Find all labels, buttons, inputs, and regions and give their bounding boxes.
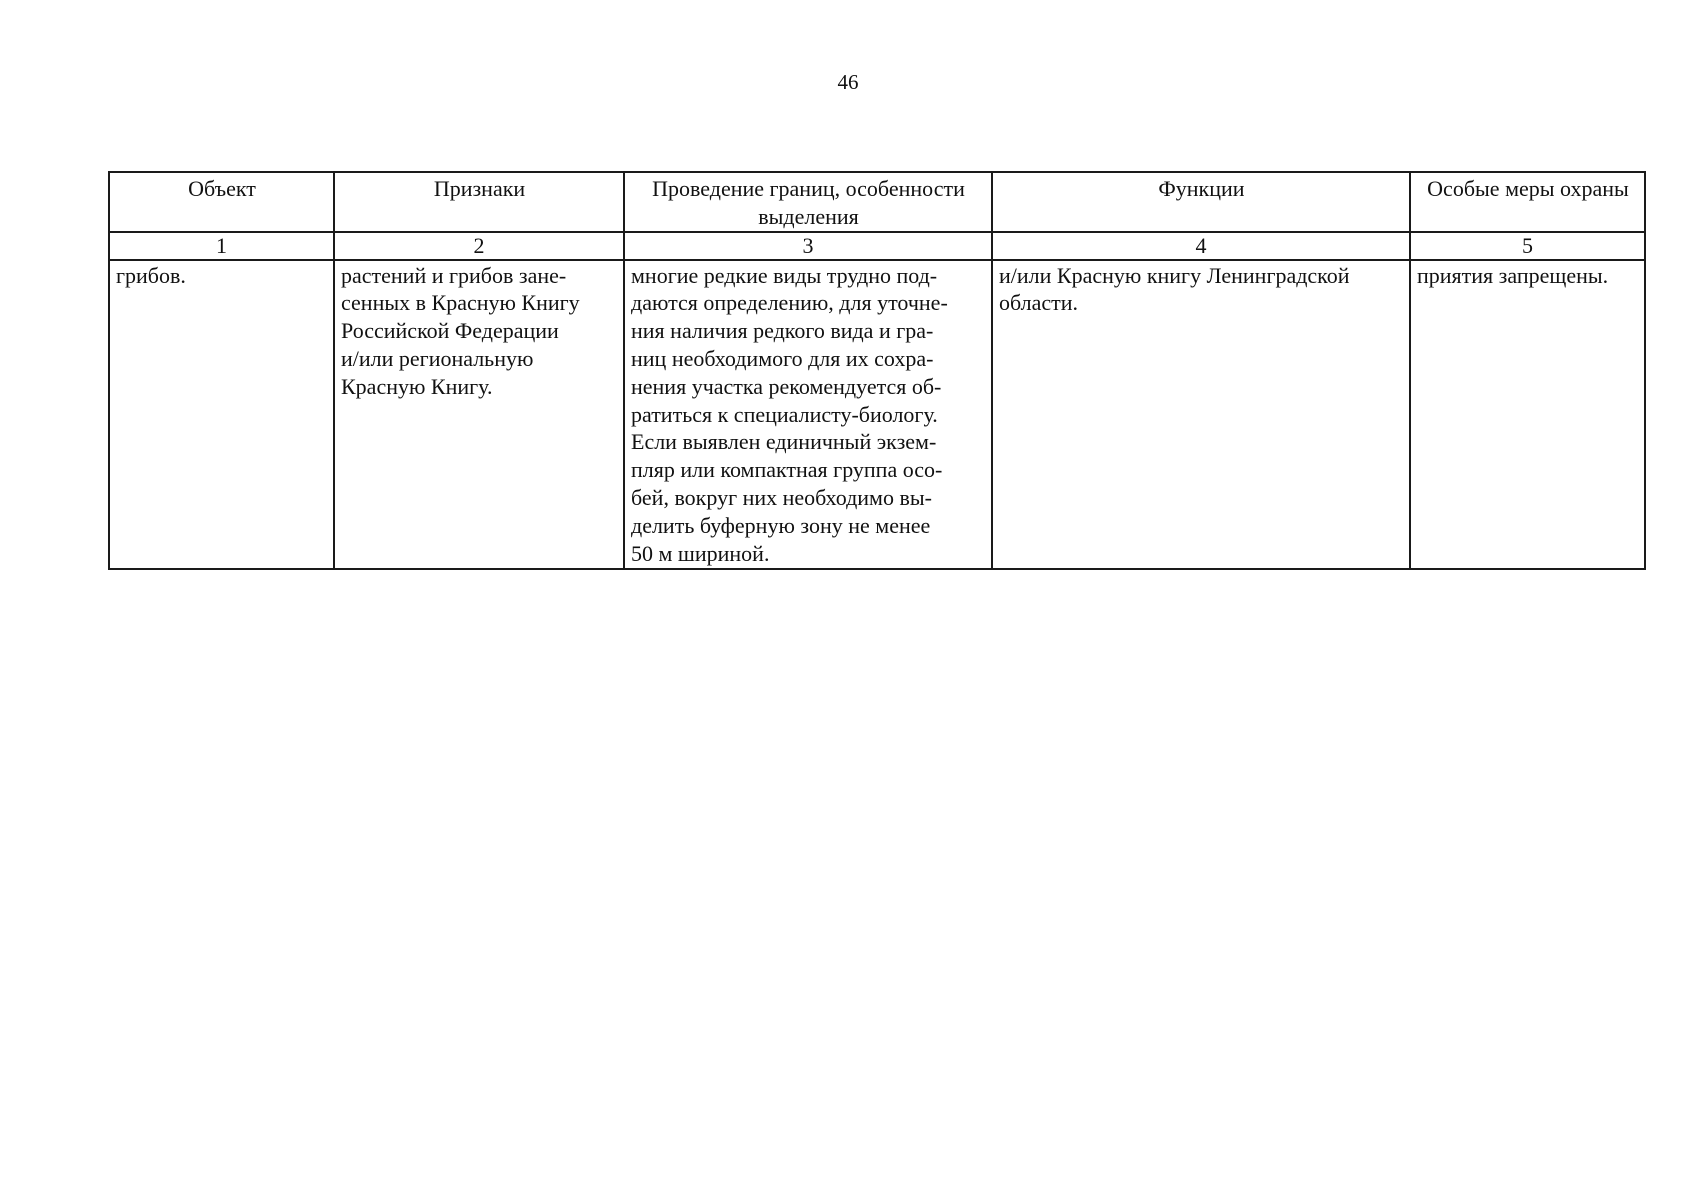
header-object: Объект <box>109 172 334 232</box>
table-row <box>109 260 1645 570</box>
cell-line: Красную Книгу. <box>341 373 493 399</box>
cell-line: нения участка рекомендуется об- <box>631 373 942 399</box>
cell-line: Российской Федерации <box>341 318 559 344</box>
table-header-row <box>109 172 1645 232</box>
header-protection: Особые меры охраны <box>1410 172 1645 232</box>
cell-line: делить буферную зону не менее <box>631 512 931 538</box>
cell-functions <box>992 260 1410 570</box>
cell-line: сенных в Красную Книгу <box>341 290 580 316</box>
cell-features <box>334 260 624 570</box>
cell-line: растений и грибов зане- <box>341 262 567 288</box>
column-number: 1 <box>109 232 334 260</box>
document-table <box>108 171 1646 570</box>
header-features: Признаки <box>334 172 624 232</box>
cell-line: ратиться к специалисту-биологу. <box>631 401 938 427</box>
cell-line: ния наличия редкого вида и гра- <box>631 318 934 344</box>
cell-line: и/или региональную <box>341 345 534 371</box>
cell-line: и/или Красную книгу Ленинградской <box>999 262 1350 288</box>
header-boundaries: Проведение границ, особенности выделения <box>624 172 992 232</box>
column-number-row <box>109 232 1645 260</box>
cell-protection <box>1410 260 1645 570</box>
cell-line: приятия запрещены. <box>1417 262 1609 288</box>
cell-line: многие редкие виды трудно под- <box>631 262 938 288</box>
cell-boundaries <box>624 260 992 570</box>
cell-object <box>109 260 334 570</box>
header-functions: Функции <box>992 172 1410 232</box>
column-number: 3 <box>624 232 992 260</box>
cell-line: 50 м шириной. <box>631 540 770 566</box>
cell-line: ниц необходимого для их сохра- <box>631 345 934 371</box>
cell-line: даются определению, для уточне- <box>631 290 948 316</box>
cell-line: пляр или компактная группа осо- <box>631 457 943 483</box>
cell-line: Если выявлен единичный экзем- <box>631 429 937 455</box>
cell-line: бей, вокруг них необходимо вы- <box>631 484 932 510</box>
cell-line: области. <box>999 290 1079 316</box>
column-number: 4 <box>992 232 1410 260</box>
cell-line: грибов. <box>116 262 186 288</box>
column-number: 2 <box>334 232 624 260</box>
column-number: 5 <box>1410 232 1645 260</box>
page-number: 46 <box>837 70 859 94</box>
